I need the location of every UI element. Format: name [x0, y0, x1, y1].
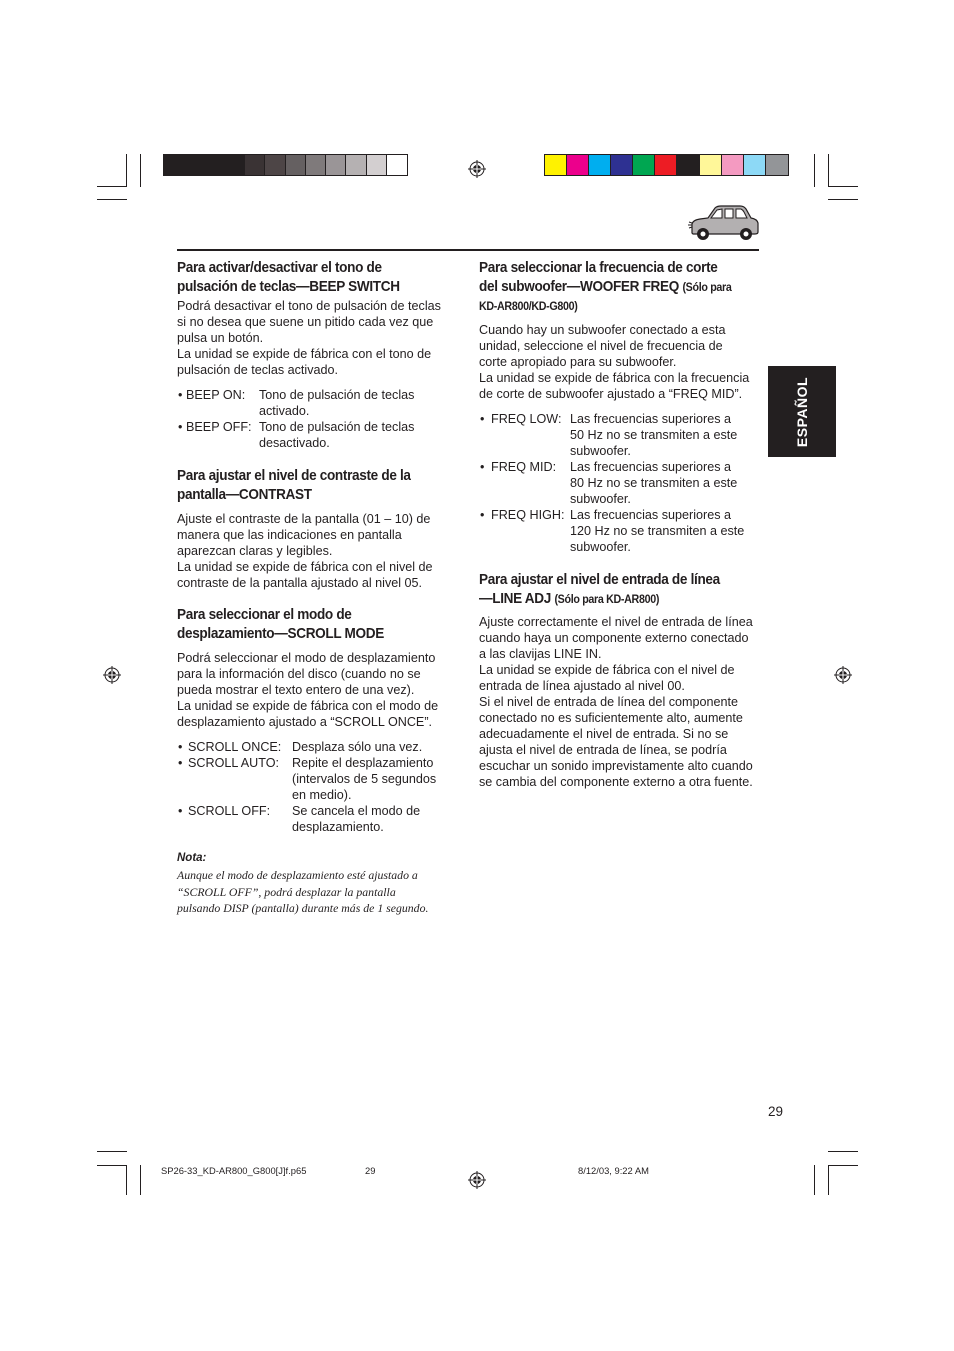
section-body-contrast — [177, 511, 433, 591]
body-line: La unidad se expide de fábrica con el modo de — [177, 699, 439, 713]
body-line: a las clavijas LINE IN. — [479, 647, 602, 661]
section-body-scroll-mode — [177, 650, 438, 730]
crop-mark — [97, 1165, 127, 1166]
body-line: entrada de línea ajustado al nivel 00. — [479, 679, 685, 693]
crop-mark — [126, 1165, 127, 1195]
body-line: para la información del disco (cuando no se — [177, 667, 421, 681]
desc-line: 120 Hz no se transmiten a este — [570, 524, 745, 538]
desc-line: en medio). — [292, 788, 352, 802]
title-line: Para seleccionar la frecuencia de corte — [479, 260, 718, 276]
body-line: pueda mostrar el texto entero de una vez). — [177, 683, 415, 697]
body-line: manera que las indicaciones en pantalla — [177, 528, 402, 542]
grayscale-bar — [163, 154, 408, 176]
title-text: —LINE ADJ — [479, 591, 551, 607]
body-line: Cuando hay un subwoofer conectado a esta — [479, 323, 726, 337]
desc-line: Repite el desplazamiento — [292, 756, 434, 770]
body-line: La unidad se expide de fábrica con la frecuencia — [479, 371, 750, 385]
title-line: Para seleccionar el modo de — [177, 607, 352, 623]
body-line: Podrá desactivar el tono de pulsación de teclas — [177, 299, 441, 313]
crop-mark — [828, 199, 858, 200]
model-note: KD-AR800/KD-G800) — [479, 301, 578, 313]
crop-mark — [828, 1165, 829, 1195]
color-swatch — [245, 155, 265, 175]
color-swatch — [744, 155, 766, 175]
crop-mark — [97, 1151, 127, 1152]
title-line: Para ajustar el nivel de contraste de la — [177, 468, 411, 484]
color-swatch — [655, 155, 677, 175]
car-icon — [688, 202, 760, 244]
model-note: (Sólo para — [682, 282, 732, 294]
bullet: • — [480, 508, 485, 522]
body-line: La unidad se expide de fábrica con el nivel de — [177, 560, 433, 574]
title-line: Para activar/desactivar el tono de — [177, 260, 382, 276]
title-line: pulsación de teclas—BEEP SWITCH — [177, 279, 400, 295]
crop-mark — [97, 186, 127, 187]
option-label: SCROLL AUTO: — [188, 756, 279, 770]
color-bar — [544, 154, 789, 176]
registration-mark-icon — [834, 666, 852, 684]
registration-mark-icon — [468, 160, 486, 178]
desc-line: 50 Hz no se transmiten a este — [570, 428, 738, 442]
color-swatch — [205, 155, 225, 175]
title-line: pantalla—CONTRAST — [177, 487, 312, 503]
title-line: desplazamiento—SCROLL MODE — [177, 626, 384, 642]
registration-mark-icon — [468, 1171, 486, 1189]
color-swatch — [184, 155, 204, 175]
body-line: adecuadamente el nivel de entrada. Si no se — [479, 727, 729, 741]
title-line — [479, 278, 731, 298]
body-line: Podrá seleccionar el modo de desplazamiento — [177, 651, 436, 665]
section-title-line-adj — [479, 571, 720, 610]
bullet: • — [178, 388, 183, 402]
option-label: BEEP OFF: — [186, 420, 252, 434]
body-line: aparezcan claras y legibles. — [177, 544, 333, 558]
body-line: pulsación de teclas activado. — [177, 363, 339, 377]
desc-line: activado. — [259, 404, 310, 418]
body-line: Ajuste correctamente el nivel de entrada de línea — [479, 615, 753, 629]
body-line: corte apropiado para su subwoofer. — [479, 355, 677, 369]
desc-line: Las frecuencias superiores a — [570, 508, 732, 522]
option-desc — [570, 411, 737, 459]
header-rule — [177, 249, 759, 251]
color-swatch — [722, 155, 744, 175]
color-swatch — [589, 155, 611, 175]
option-desc — [259, 419, 414, 451]
crop-mark — [828, 186, 858, 187]
section-title-contrast — [177, 467, 411, 505]
body-line: escuchar un sonido imprevistamente alto cuando — [479, 759, 753, 773]
crop-mark — [97, 199, 127, 200]
option-label: FREQ LOW: — [491, 412, 562, 426]
section-title-beep-switch — [177, 259, 400, 297]
body-line: La unidad se expide de fábrica con el tono de — [177, 347, 432, 361]
crop-mark — [126, 154, 127, 187]
body-line: ajusta el nivel de entrada de línea, se podría — [479, 743, 727, 757]
body-line: conectado no es suficientemente alto, aumente — [479, 711, 743, 725]
crop-mark — [140, 154, 141, 187]
title-line: Para ajustar el nivel de entrada de línea — [479, 572, 720, 588]
crop-mark — [828, 1165, 858, 1166]
body-line: Ajuste el contraste de la pantalla (01 – 10) de — [177, 512, 431, 526]
color-swatch — [346, 155, 366, 175]
color-swatch — [387, 155, 407, 175]
color-swatch — [286, 155, 306, 175]
body-line: pulsa un botón. — [177, 331, 264, 345]
bullet: • — [178, 420, 183, 434]
section-title-woofer-freq — [479, 259, 731, 317]
option-desc — [292, 739, 422, 755]
footer-date: 8/12/03, 9:22 AM — [578, 1165, 649, 1176]
color-swatch — [700, 155, 722, 175]
note-title: Nota: — [177, 852, 207, 864]
desc-line: subwoofer. — [570, 492, 631, 506]
desc-line: Tono de pulsación de teclas — [259, 420, 415, 434]
title-line — [479, 590, 720, 610]
note-line: Aunque el modo de desplazamiento esté ajustado a — [177, 868, 418, 882]
note-line: pulsando DISP (pantalla) durante más de 1 segundo. — [177, 901, 429, 915]
desc-line: Se cancela el modo de — [292, 804, 421, 818]
option-label: FREQ MID: — [491, 460, 557, 474]
option-desc — [292, 755, 436, 803]
option-desc — [570, 507, 744, 555]
option-desc — [259, 387, 414, 419]
page-number: 29 — [768, 1104, 784, 1119]
color-swatch — [265, 155, 285, 175]
bullet: • — [178, 756, 183, 770]
bullet: • — [480, 460, 485, 474]
body-line: se cambia del componente externo a otra fuente. — [479, 775, 753, 789]
bullet: • — [178, 804, 183, 818]
crop-mark — [828, 154, 829, 187]
crop-mark — [140, 1165, 141, 1195]
model-note: (Sólo para KD-AR800) — [554, 594, 660, 606]
body-line: Si el nivel de entrada de línea del componente — [479, 695, 739, 709]
desc-line: Desplaza sólo una vez. — [292, 740, 423, 754]
body-line: si no desea que suene un pitido cada vez que — [177, 315, 434, 329]
color-swatch — [306, 155, 326, 175]
option-desc — [570, 459, 737, 507]
color-swatch — [164, 155, 184, 175]
option-label: BEEP ON: — [186, 388, 246, 402]
crop-mark — [814, 154, 815, 187]
desc-line: Las frecuencias superiores a — [570, 412, 732, 426]
footer-page: 29 — [365, 1165, 376, 1176]
option-label: FREQ HIGH: — [491, 508, 565, 522]
option-label: SCROLL OFF: — [188, 804, 271, 818]
desc-line: 80 Hz no se transmiten a este — [570, 476, 738, 490]
desc-line: subwoofer. — [570, 540, 631, 554]
body-line: de corte de subwoofer ajustado a “FREQ MID”. — [479, 387, 743, 401]
section-title-scroll-mode — [177, 606, 384, 644]
desc-line: subwoofer. — [570, 444, 631, 458]
bullet: • — [480, 412, 485, 426]
section-body-beep-switch — [177, 298, 441, 378]
language-tab — [768, 366, 836, 457]
footer-filename: SP26-33_KD-AR800_G800[J]f.p65 — [161, 1165, 307, 1176]
color-swatch — [567, 155, 589, 175]
crop-mark — [814, 1165, 815, 1195]
color-swatch — [633, 155, 655, 175]
note-body — [177, 867, 428, 917]
section-body-line-adj — [479, 614, 753, 790]
color-swatch — [326, 155, 346, 175]
body-line: contraste de la pantalla ajustado al nivel 05. — [177, 576, 423, 590]
note-line: “SCROLL OFF”, podrá desplazar la pantalla — [177, 884, 396, 899]
body-line: desplazamiento ajustado a “SCROLL ONCE”. — [177, 715, 433, 729]
body-line: La unidad se expide de fábrica con el nivel de — [479, 663, 735, 677]
color-swatch — [677, 155, 699, 175]
section-body-woofer-freq — [479, 322, 749, 402]
color-swatch — [611, 155, 633, 175]
bullet: • — [178, 740, 183, 754]
registration-mark-icon — [103, 666, 121, 684]
body-line: unidad, seleccione el nivel de frecuencia de — [479, 339, 723, 353]
body-line: cuando haya un componente externo conectado — [479, 631, 749, 645]
desc-line: desactivado. — [259, 436, 330, 450]
color-swatch — [367, 155, 387, 175]
desc-line: (intervalos de 5 segundos — [292, 772, 437, 786]
option-desc — [292, 803, 420, 835]
desc-line: Las frecuencias superiores a — [570, 460, 732, 474]
crop-mark — [828, 1151, 858, 1152]
color-swatch — [225, 155, 245, 175]
color-swatch — [766, 155, 788, 175]
option-label: SCROLL ONCE: — [188, 740, 282, 754]
desc-line: Tono de pulsación de teclas — [259, 388, 415, 402]
title-text: del subwoofer—WOOFER FREQ — [479, 279, 679, 295]
language-tab-label: ESPAÑOL — [794, 376, 810, 447]
desc-line: desplazamiento. — [292, 820, 384, 834]
color-swatch — [545, 155, 567, 175]
